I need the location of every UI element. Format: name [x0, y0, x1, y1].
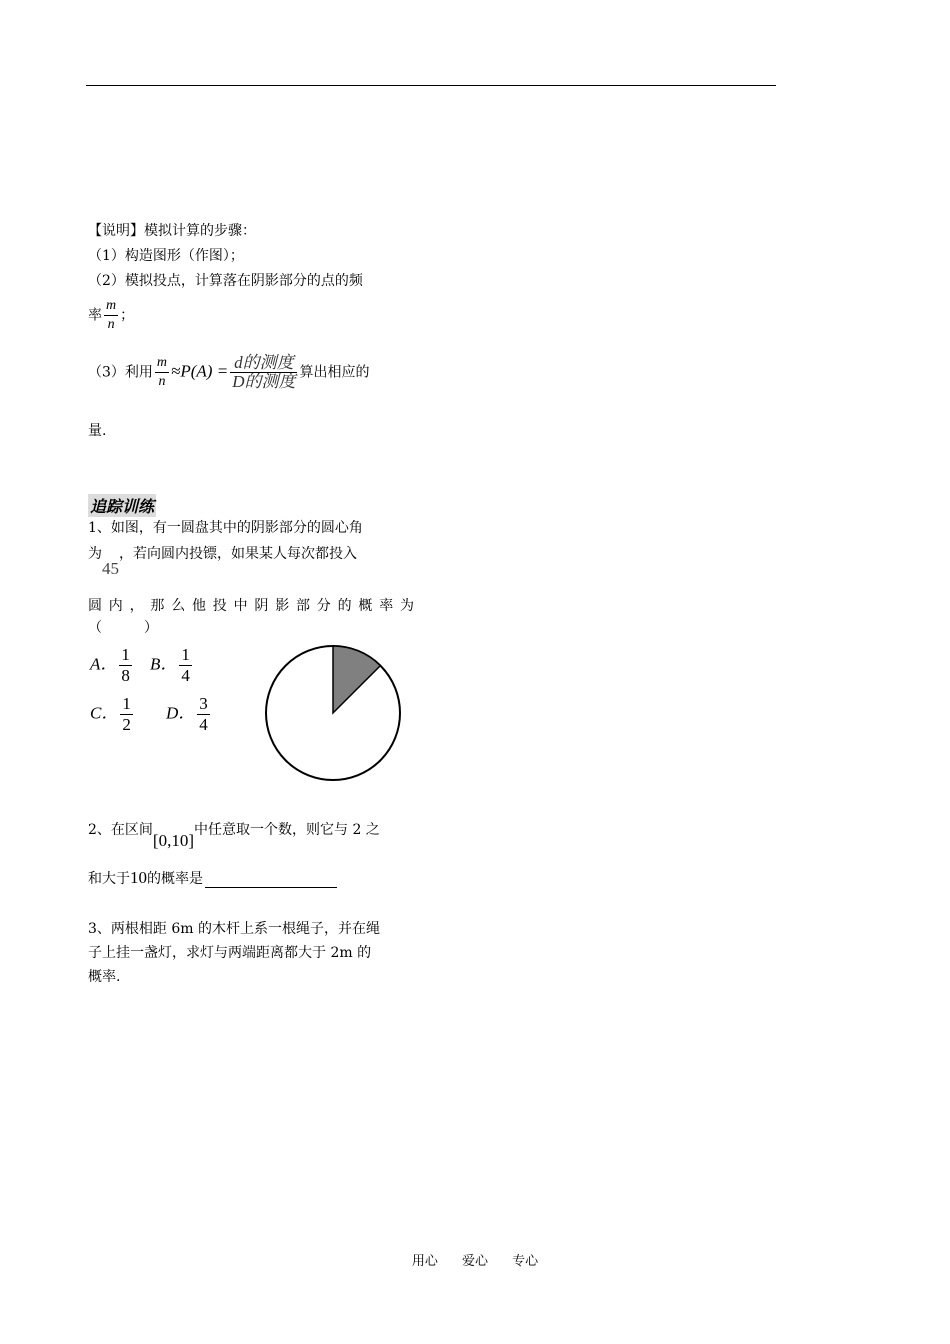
q3-line3: 概率.	[88, 969, 121, 985]
step2-prefix: 率	[88, 307, 102, 324]
option-c-num: 1	[122, 694, 131, 713]
option-d-fraction	[197, 694, 210, 735]
footer-a: 用心	[411, 1254, 438, 1269]
option-c[interactable]	[90, 694, 135, 735]
option-d-label: D．	[166, 703, 196, 723]
approx-probability: ≈P(A) =	[171, 361, 229, 381]
option-d-den: 4	[199, 715, 208, 734]
option-d[interactable]	[166, 694, 212, 735]
frac-numerator: m	[156, 355, 168, 370]
q3-line1: 3、两根相距 6m 的木杆上系一根绳子，并在绳	[88, 921, 380, 937]
option-a-fraction	[119, 645, 132, 686]
q1-angle: 45	[102, 559, 119, 578]
step3-prefix: （3）利用	[88, 364, 153, 381]
q3-line2: 子上挂一盏灯，求灯与两端距离都大于 2m 的	[88, 945, 372, 961]
option-a-den: 8	[121, 666, 130, 685]
q2-line2-suffix: 的概率是	[147, 871, 203, 887]
q2-line2	[88, 869, 337, 888]
answer-blank[interactable]	[205, 873, 337, 888]
q2-interval: [0,10]	[152, 831, 194, 850]
option-a[interactable]	[90, 645, 134, 686]
explain-step3	[88, 354, 369, 391]
frac-denominator: n	[104, 315, 118, 334]
page-footer	[0, 1250, 950, 1269]
option-b-label: B．	[150, 654, 178, 674]
q1-line2-suffix: ，若向圆内投镖，如果某人每次都投入	[119, 546, 357, 562]
frac-denominator: n	[155, 372, 169, 391]
fraction-m-over-n	[104, 297, 118, 334]
footer-c: 专心	[512, 1254, 539, 1269]
q1-line1: 1、如图，有一圆盘其中的阴影部分的圆心角	[88, 520, 363, 536]
frac-measure-denominator: D的测度	[232, 372, 296, 391]
option-a-label: A．	[90, 654, 118, 674]
option-b-den: 4	[181, 666, 190, 685]
option-b-fraction	[179, 645, 192, 686]
option-d-num: 3	[199, 694, 208, 713]
header-rule	[86, 85, 776, 86]
step2-suffix: ；	[120, 307, 135, 324]
q2-ten: 10	[130, 868, 147, 887]
footer-b: 爱心	[461, 1254, 488, 1269]
q2-line1-suffix: 中任意取一个数，则它与 2 之	[194, 822, 380, 838]
frac-measure-numerator: d的测度	[234, 353, 294, 372]
q2-line2-prefix: 和大于	[88, 871, 130, 887]
step3-suffix: 算出相应的	[299, 364, 370, 381]
q2-line1	[88, 820, 380, 850]
q1-line2	[88, 544, 357, 578]
option-b-num: 1	[181, 645, 190, 664]
explain-step3-end: 量.	[88, 423, 107, 439]
section-heading: 追踪训练	[88, 494, 156, 517]
frac-numerator: m	[106, 298, 117, 313]
fraction-m-over-n-2	[155, 354, 169, 391]
option-c-fraction	[120, 694, 133, 735]
option-b[interactable]	[150, 645, 194, 686]
disc-figure	[260, 640, 406, 786]
option-c-den: 2	[122, 715, 131, 734]
fraction-measure	[230, 354, 297, 391]
explain-step2: （2）模拟投点，计算落在阴影部分的点的频	[88, 273, 363, 289]
q1-line3: 圆内，那么他投中阴影部分的概率为	[88, 598, 414, 614]
q2-line1-prefix: 2、在区间	[88, 822, 153, 838]
option-c-label: C．	[90, 703, 119, 723]
q1-line2-prefix: 为	[88, 546, 102, 562]
explain-step2-cont	[88, 297, 134, 334]
explain-title: 【说明】模拟计算的步骤：	[88, 223, 256, 239]
explain-step1: （1）构造图形（作图）；	[88, 248, 244, 264]
option-a-num: 1	[121, 645, 130, 664]
q1-line4: （ ）	[88, 620, 158, 636]
